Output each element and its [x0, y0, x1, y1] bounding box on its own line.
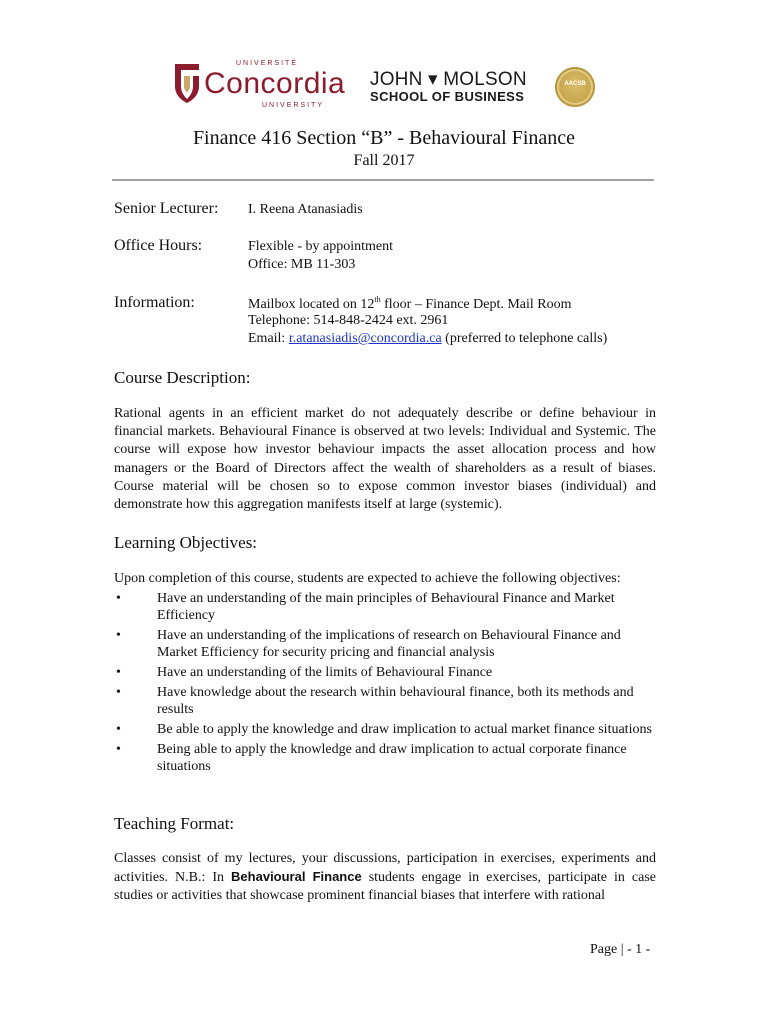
bullet-icon: •	[116, 665, 121, 680]
aacsb-seal-text: AACSB	[564, 81, 586, 87]
header-divider	[112, 179, 654, 181]
email-prefix: Email:	[248, 331, 289, 346]
email-suffix: (preferred to telephone calls)	[441, 331, 608, 346]
office-hours-label: Office Hours:	[114, 237, 203, 254]
mailbox-suffix: floor – Finance Dept. Mail Room	[380, 297, 572, 312]
bullet-icon: •	[116, 591, 121, 606]
course-description-text: Rational agents in an efficient market do not adequately describe or define behaviour in financial markets. Behavioural Finance is observed at two levels: Individual and Systemic. The course will expose how investor behaviour impacts the asset allocation process and how managers or the Board of Directors affect the wealth of shareholders as a result of biases. Course material will be chosen so to expose common investor biases (individual) and demonstrate how this aggregation manifests itself at large (systemic).	[114, 406, 656, 513]
concordia-logo-bottom-text: UNIVERSITY	[262, 102, 325, 109]
learning-objectives-heading: Learning Objectives:	[114, 533, 258, 552]
office-hours-line2: Office: MB 11-303	[248, 257, 356, 272]
concordia-logo-top-text: UNIVERSITÉ	[236, 60, 299, 67]
learning-objectives-intro: Upon completion of this course, students are expected to achieve the following objectives:	[114, 571, 621, 586]
concordia-logo	[174, 60, 349, 112]
list-item	[114, 590, 656, 624]
list-item	[114, 627, 656, 661]
concordia-shield-icon	[174, 62, 200, 104]
john-molson-logo	[370, 68, 530, 108]
teaching-format-text	[114, 850, 656, 906]
bullet-icon: •	[116, 742, 121, 757]
list-item	[114, 664, 656, 681]
objective-text: Have an understanding of the implications of research on Behavioural Finance and Market Efficiency for security pricing and financial analysis	[157, 628, 621, 660]
objective-text: Be able to apply the knowledge and draw implication to actual market finance situations	[157, 722, 652, 737]
list-item	[114, 721, 656, 738]
bullet-icon: •	[116, 628, 121, 643]
page-number: Page | - 1 -	[590, 942, 651, 957]
teaching-format-bold: Behavioural Finance	[231, 869, 362, 885]
teaching-format-part1: Classes consist of my lectures, your discussions, participation in exercises, experiments and activities. N.B.: In	[114, 851, 656, 886]
aacsb-seal-icon	[555, 67, 595, 107]
mailbox-line	[248, 295, 572, 313]
telephone-line: Telephone: 514-848-2424 ext. 2961	[248, 313, 449, 328]
objective-text: Being able to apply the knowledge and draw implication to actual corporate finance situations	[157, 742, 627, 774]
john-molson-logo-line1: JOHN ▾ MOLSON	[370, 69, 527, 90]
list-item	[114, 684, 656, 718]
objective-text: Have knowledge about the research within behavioural finance, both its methods and results	[157, 685, 634, 717]
bullet-icon: •	[116, 722, 121, 737]
course-description-heading: Course Description:	[114, 368, 251, 387]
page-title: Finance 416 Section “B” - Behavioural Finance	[192, 127, 576, 149]
bullet-icon: •	[116, 685, 121, 700]
mailbox-prefix: Mailbox located on 12	[248, 297, 375, 312]
email-line	[248, 331, 607, 347]
office-hours-line1: Flexible - by appointment	[248, 239, 394, 254]
objective-text: Have an understanding of the limits of Behavioural Finance	[157, 665, 493, 680]
objective-text: Have an understanding of the main principles of Behavioural Finance and Market Efficiency	[157, 591, 615, 623]
lecturer-value: I. Reena Atanasiadis	[248, 202, 363, 217]
teaching-format-heading: Teaching Format:	[114, 814, 235, 833]
learning-objectives-list	[114, 590, 656, 778]
list-item	[114, 741, 656, 775]
information-label: Information:	[114, 294, 195, 311]
mailbox-sup: th	[374, 295, 381, 304]
teaching-format-part2: students engage in exercises, participate in case studies or activities that showcase prominent financial biases that interfere with rational	[114, 870, 656, 904]
term-subtitle: Fall 2017	[353, 152, 415, 169]
lecturer-label: Senior Lecturer:	[114, 200, 219, 217]
concordia-logo-wordmark: Concordia	[204, 67, 346, 100]
john-molson-logo-line2: SCHOOL OF BUSINESS	[370, 89, 525, 104]
email-link[interactable]: r.atanasiadis@concordia.ca	[288, 331, 442, 346]
